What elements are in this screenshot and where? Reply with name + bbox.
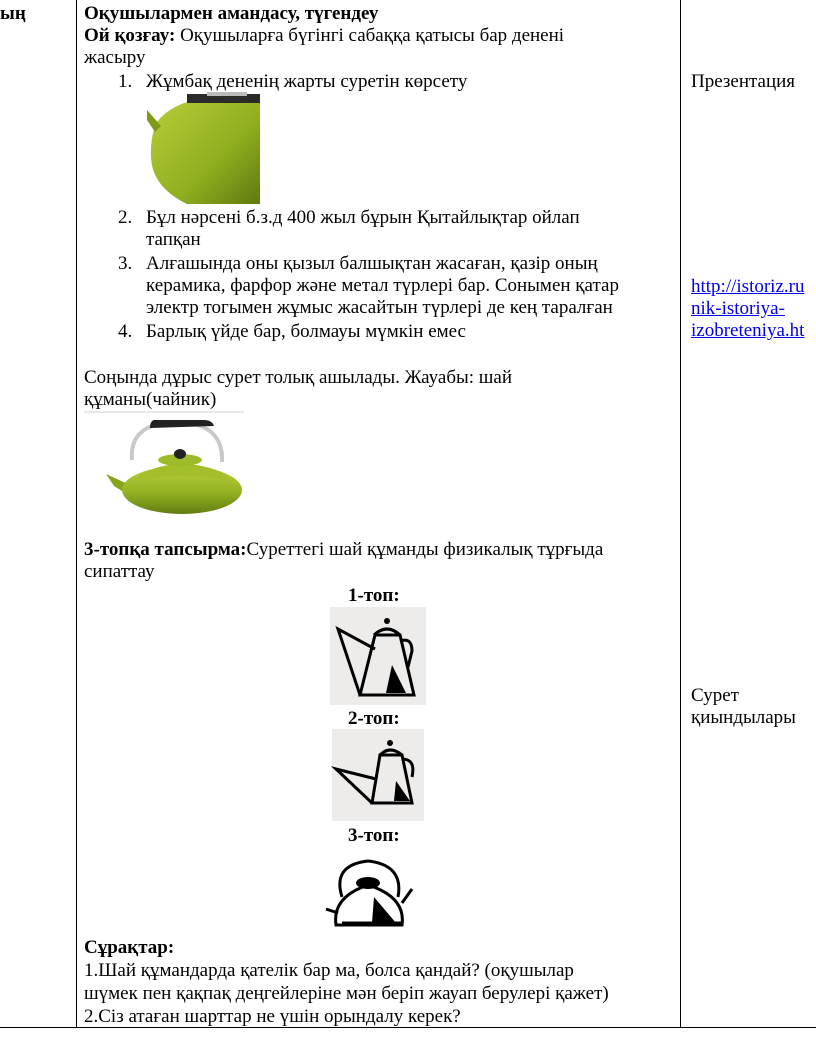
group-2-label: 2-топ: [348, 708, 400, 729]
half-kettle-image [147, 92, 260, 204]
group-3-kettle-drawing [322, 853, 414, 935]
clue-2-line2: тапқан [146, 229, 201, 250]
task-line1 [84, 539, 603, 561]
column-divider-right [680, 0, 681, 1028]
group-1-kettle-drawing [330, 607, 426, 705]
warmup-text: Оқушыларға бүгінгі сабаққа қатысы бар денені [175, 25, 565, 46]
task-line2: сипаттау [84, 561, 155, 582]
task-label: 3-топқа тапсырма: [84, 539, 247, 560]
task-text: Суреттегі шай құманды физикалық тұрғыда [246, 539, 604, 560]
warmup-label: Ой қозғау: [84, 25, 176, 46]
half-kettle-body [151, 96, 260, 204]
clue-2-number: 2. [118, 207, 133, 228]
answer-line2: құманы(чайник) [84, 389, 217, 410]
clue-1-number: 1. [118, 71, 133, 92]
clue-2-line1: Бұл нәрсені б.з.д 400 жыл бұрын Қытайлықтар ойлап [146, 207, 580, 228]
resource-presentation: Презентация [691, 71, 796, 92]
lesson-title: Оқушылармен амандасу, түгендеу [84, 3, 379, 24]
clue-3-line1: Алғашында оны қызыл балшықтан жасаған, қазір оның [146, 253, 598, 274]
clue-3-line3: электр тогымен жұмыс жасайтын түрлері де кең таралған [146, 297, 613, 318]
question-line3: 2.Сіз атаған шарттар не үшін орындалу керек? [84, 1006, 461, 1027]
question-line2: шүмек пен қақпақ деңгейлеріне мән беріп жауап берулері қажет) [84, 983, 609, 1004]
kettle-lid-knob [174, 449, 186, 459]
clue-3-line2: керамика, фарфор және метал түрлері бар. Сонымен қатар [146, 275, 619, 296]
clue-4-number: 4. [118, 321, 133, 342]
questions-label: Сұрақтар: [84, 937, 175, 958]
left-column-header: ың [0, 3, 26, 24]
warmup-line2: жасыру [84, 47, 146, 68]
clue-4-text: Барлық үйде бар, болмауы мүмкін емес [146, 321, 466, 342]
answer-line1: Соңында дұрыс сурет толық ашылады. Жауабы: шай [84, 367, 513, 388]
resource-link-line3[interactable]: izobreteniya.ht [691, 320, 805, 341]
group-1-label: 1-топ: [348, 585, 400, 606]
group-3-label: 3-топ: [348, 825, 400, 846]
resource-images-line2: қиындылары [691, 707, 796, 728]
group-2-kettle-drawing [332, 729, 424, 821]
question-line1: 1.Шай құмандарда қателік бар ма, болса қандай? (оқушылар [84, 960, 574, 981]
warmup-line1 [84, 25, 564, 47]
clue-3-number: 3. [118, 253, 133, 274]
resource-images-line1: Сурет [691, 685, 739, 706]
full-kettle-image [84, 412, 244, 517]
column-divider-left [76, 0, 77, 1028]
resource-link-line1[interactable]: http://istoriz.ru [691, 276, 805, 297]
resource-link-line2[interactable]: nik-istoriya- [691, 298, 785, 319]
clue-1-text: Жұмбақ дененің жарты суретін көрсету [146, 71, 468, 92]
